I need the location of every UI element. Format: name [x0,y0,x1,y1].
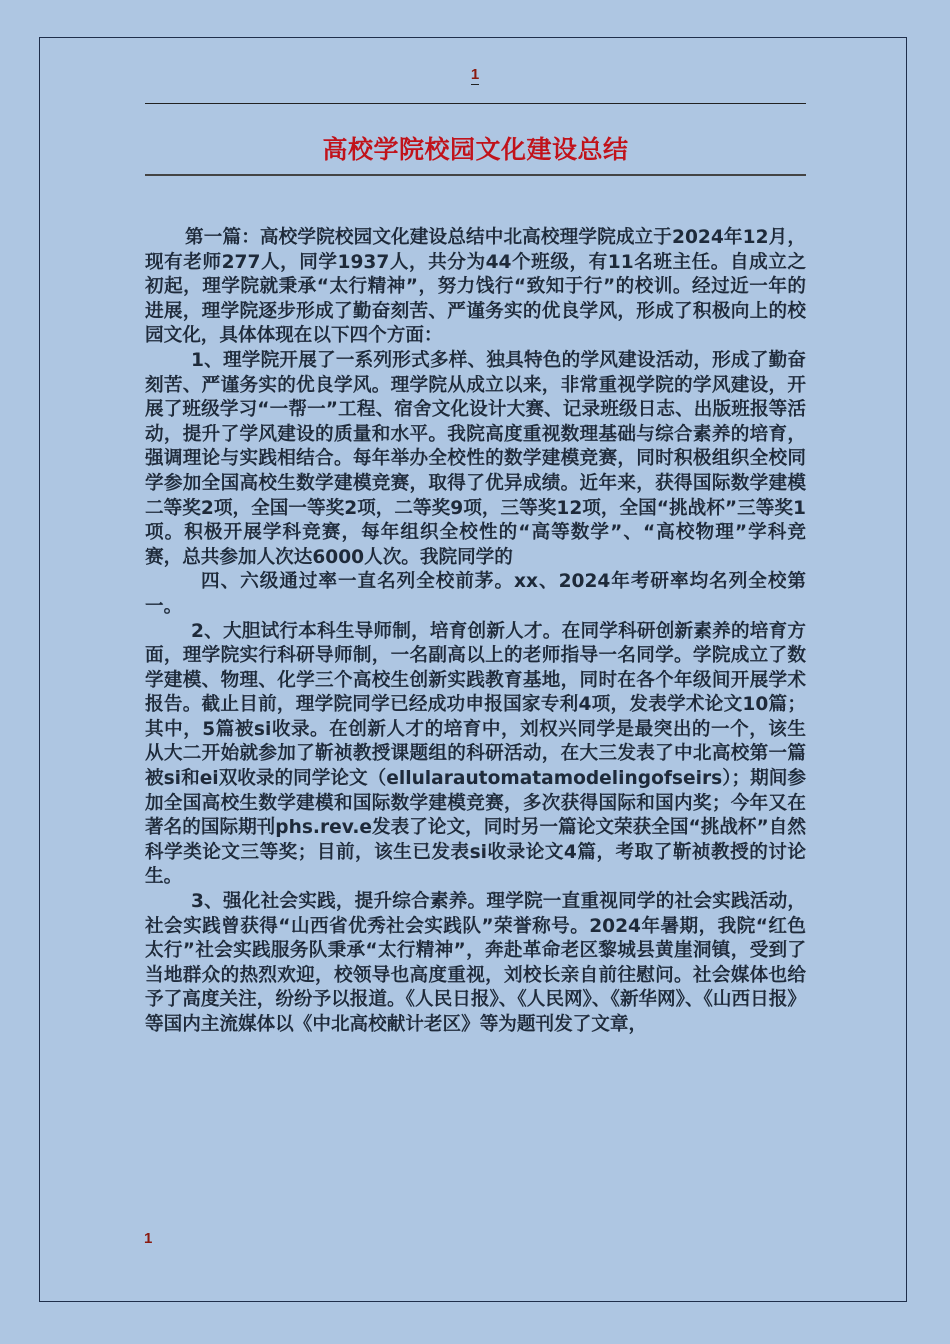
paragraph-section-2: 2、大胆试行本科生导师制，培育创新人才。在同学科研创新素养的培育方面，理学院实行科研导师制，一名副高以上的老师指导一名同学。学院成立了数学建模、物理、化学三个高校生创新实践教育基地，同时在各个年级间开展学术报告。截止目前，理学院同学已经成功申报国家专利4项，发表学术论文10篇；其中，5篇被si收录。在创新人才的培育中，刘权兴同学是最突出的一个，该生从大二开始就参加了靳祯教授课题组的科研活动，在大三发表了中北高校第一篇被si和ei双收录的同学论文（ellularautomatamodelingofseirs）；期间参加全国高校生数学建模和国际数学建模竞赛，多次获得国际和国内奖；今年又在著名的国际期刊phs.rev.e发表了论文，同时另一篇论文荣获全国“挑战杯”自然科学类论文三等奖；目前，该生已发表si收录论文4篇，考取了靳祯教授的讨论生。 [145,620,806,888]
paragraph-section-1: 1、理学院开展了一系列形式多样、独具特色的学风建设活动，形成了勤奋刻苦、严谨务实的优良学风。理学院从成立以来，非常重视学院的学风建设，开展了班级学习“一帮一”工程、宿舍文化设计大赛、记录班级日志、出版班报等活动，提升了学风建设的质量和水平。我院高度重视数理基础与综合素养的培育，强调理论与实践相结合。每年举办全校性的数学建模竞赛，同时积极组织全校同学参加全国高校生数学建模竞赛，取得了优异成绩。近年来，获得国际数学建模二等奖2项，全国一等奖2项，二等奖9项，三等奖12项，全国“挑战杯”三等奖1项。积极开展学科竞赛，每年组织全校性的“高等数学”、“高校物理”学科竞赛，总共参加人次达6000人次。我院同学的 [145,349,806,568]
footer-page-number: 1 [144,1230,153,1247]
header-page-number: 1 [470,66,480,83]
paragraph-continuation: 四、六级通过率一直名列全校前茅。xx、2024年考研率均名列全校第一。 [145,571,806,617]
title-divider [145,174,806,176]
paragraph-section-3: 3、强化社会实践，提升综合素养。理学院一直重视同学的社会实践活动，社会实践曾获得“山西省优秀社会实践队”荣誉称号。2024年暑期，我院“红色太行”社会实践服务队秉承“太行精神”，奔赴革命老区黎城县黄崖洞镇，受到了当地群众的热烈欢迎，校领导也高度重视，刘校长亲自前往慰问。社会媒体也给予了高度关注，纷纷予以报道。《人民日报》、《人民网》、《新华网》、《山西日报》等国内主流媒体以《中北高校献计老区》等为题刊发了文章， [145,891,806,1035]
document-title: 高校学院校园文化建设总结 [322,135,629,164]
paragraph-intro: 第一篇：高校学院校园文化建设总结中北高校理学院成立于2024年12月，现有老师277人，同学1937人，共分为44个班级，有11名班主任。自成立之初起，理学院就秉承“太行精神”，努力饯行“致知于行”的校训。经过近一年的进展，理学院逐步形成了勤奋刻苦、严谨务实的优良学风，形成了积极向上的校园文化，具体体现在以下四个方面： [145,227,806,347]
header-divider [145,103,806,104]
document-body [145,226,806,1038]
